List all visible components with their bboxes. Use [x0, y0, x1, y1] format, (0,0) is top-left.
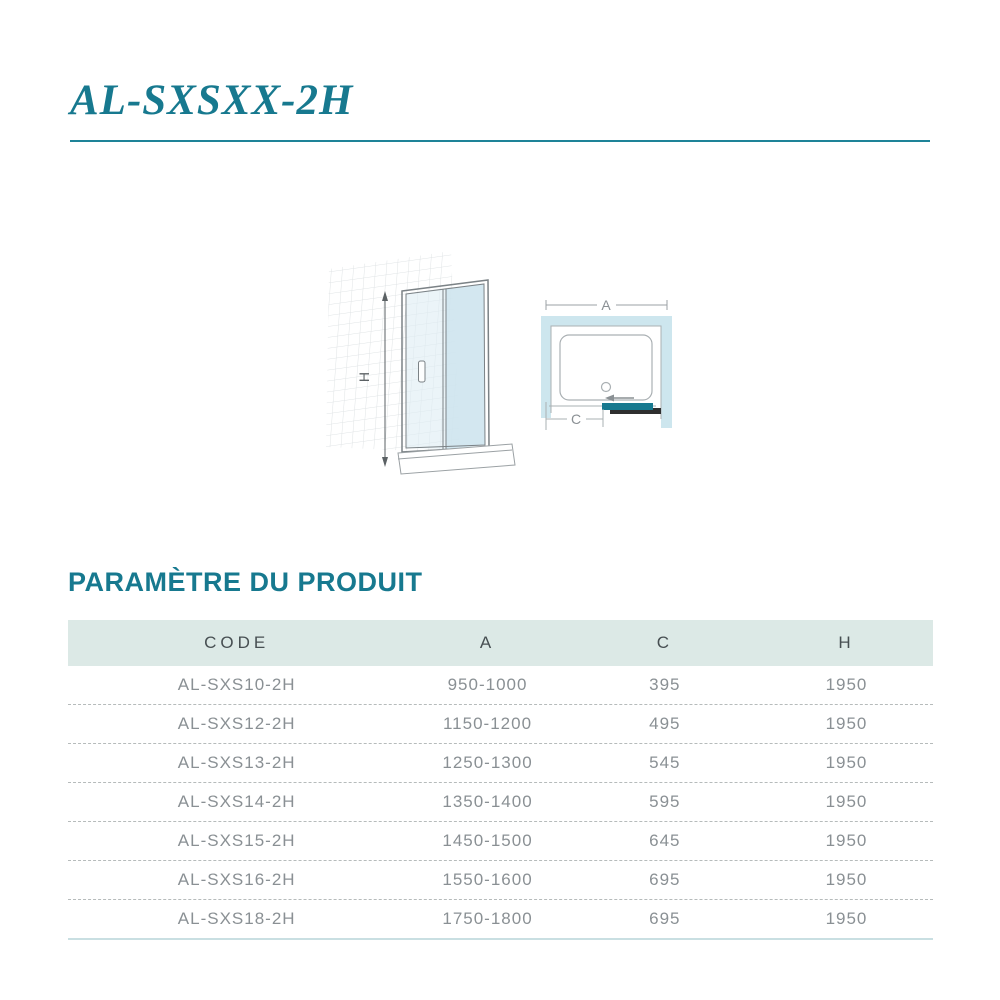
table-row: [68, 744, 933, 783]
door-handle: [419, 361, 426, 382]
dimension-label-c: C: [570, 411, 582, 427]
glass-panel-left: [406, 289, 446, 449]
header-c: C: [656, 633, 673, 652]
header-h: H: [838, 633, 855, 652]
cell-h: 1950: [825, 714, 868, 733]
section-heading: PARAMÈTRE DU PRODUIT: [68, 567, 423, 597]
top-view-diagram: [541, 297, 672, 430]
dimension-label-h: H: [356, 371, 372, 383]
cell-c: 395: [649, 675, 681, 694]
glass-panel-right: [446, 284, 485, 449]
cell-h: 1950: [825, 753, 868, 772]
cell-c: 495: [649, 714, 681, 733]
cell-code: AL-SXS12-2H: [177, 714, 296, 733]
diagram-svg: [300, 243, 720, 493]
page-title: AL-SXSXX-2H: [70, 77, 354, 124]
header-a: A: [479, 633, 496, 652]
cell-h: 1950: [825, 870, 868, 889]
cell-c: 545: [649, 753, 681, 772]
cell-c: 695: [649, 909, 681, 928]
cell-a: 1350-1400: [442, 792, 533, 811]
cell-code: AL-SXS15-2H: [177, 831, 296, 850]
cell-a: 1250-1300: [442, 753, 533, 772]
cell-h: 1950: [825, 831, 868, 850]
header-code: CODE: [204, 633, 270, 652]
dimension-arrow-down: [382, 457, 388, 467]
cell-code: AL-SXS13-2H: [177, 753, 296, 772]
table-body: [68, 666, 933, 938]
cell-h: 1950: [825, 675, 868, 694]
cell-a: 1550-1600: [442, 870, 533, 889]
cell-a: 1450-1500: [442, 831, 533, 850]
table-row: [68, 900, 933, 938]
cell-a: 1150-1200: [442, 714, 533, 733]
technical-diagram: [300, 243, 720, 493]
drain-circle: [602, 383, 611, 392]
dimension-label-a: A: [601, 297, 611, 313]
cell-code: AL-SXS18-2H: [177, 909, 296, 928]
product-table: [68, 620, 933, 940]
table-header-row: [68, 620, 933, 666]
table-row: [68, 822, 933, 861]
cell-code: AL-SXS10-2H: [177, 675, 296, 694]
cell-code: AL-SXS16-2H: [177, 870, 296, 889]
cell-a: 950-1000: [447, 675, 528, 694]
front-view-diagram: [326, 251, 515, 474]
cell-a: 1750-1800: [442, 909, 533, 928]
cell-h: 1950: [825, 909, 868, 928]
cell-h: 1950: [825, 792, 868, 811]
table-row: [68, 705, 933, 744]
title-underline: [70, 140, 930, 142]
cell-c: 695: [649, 870, 681, 889]
table-row: [68, 666, 933, 705]
cell-code: AL-SXS14-2H: [177, 792, 296, 811]
table-row: [68, 861, 933, 900]
cell-c: 595: [649, 792, 681, 811]
table-row: [68, 783, 933, 822]
sliding-door-bar: [602, 403, 653, 410]
cell-c: 645: [649, 831, 681, 850]
